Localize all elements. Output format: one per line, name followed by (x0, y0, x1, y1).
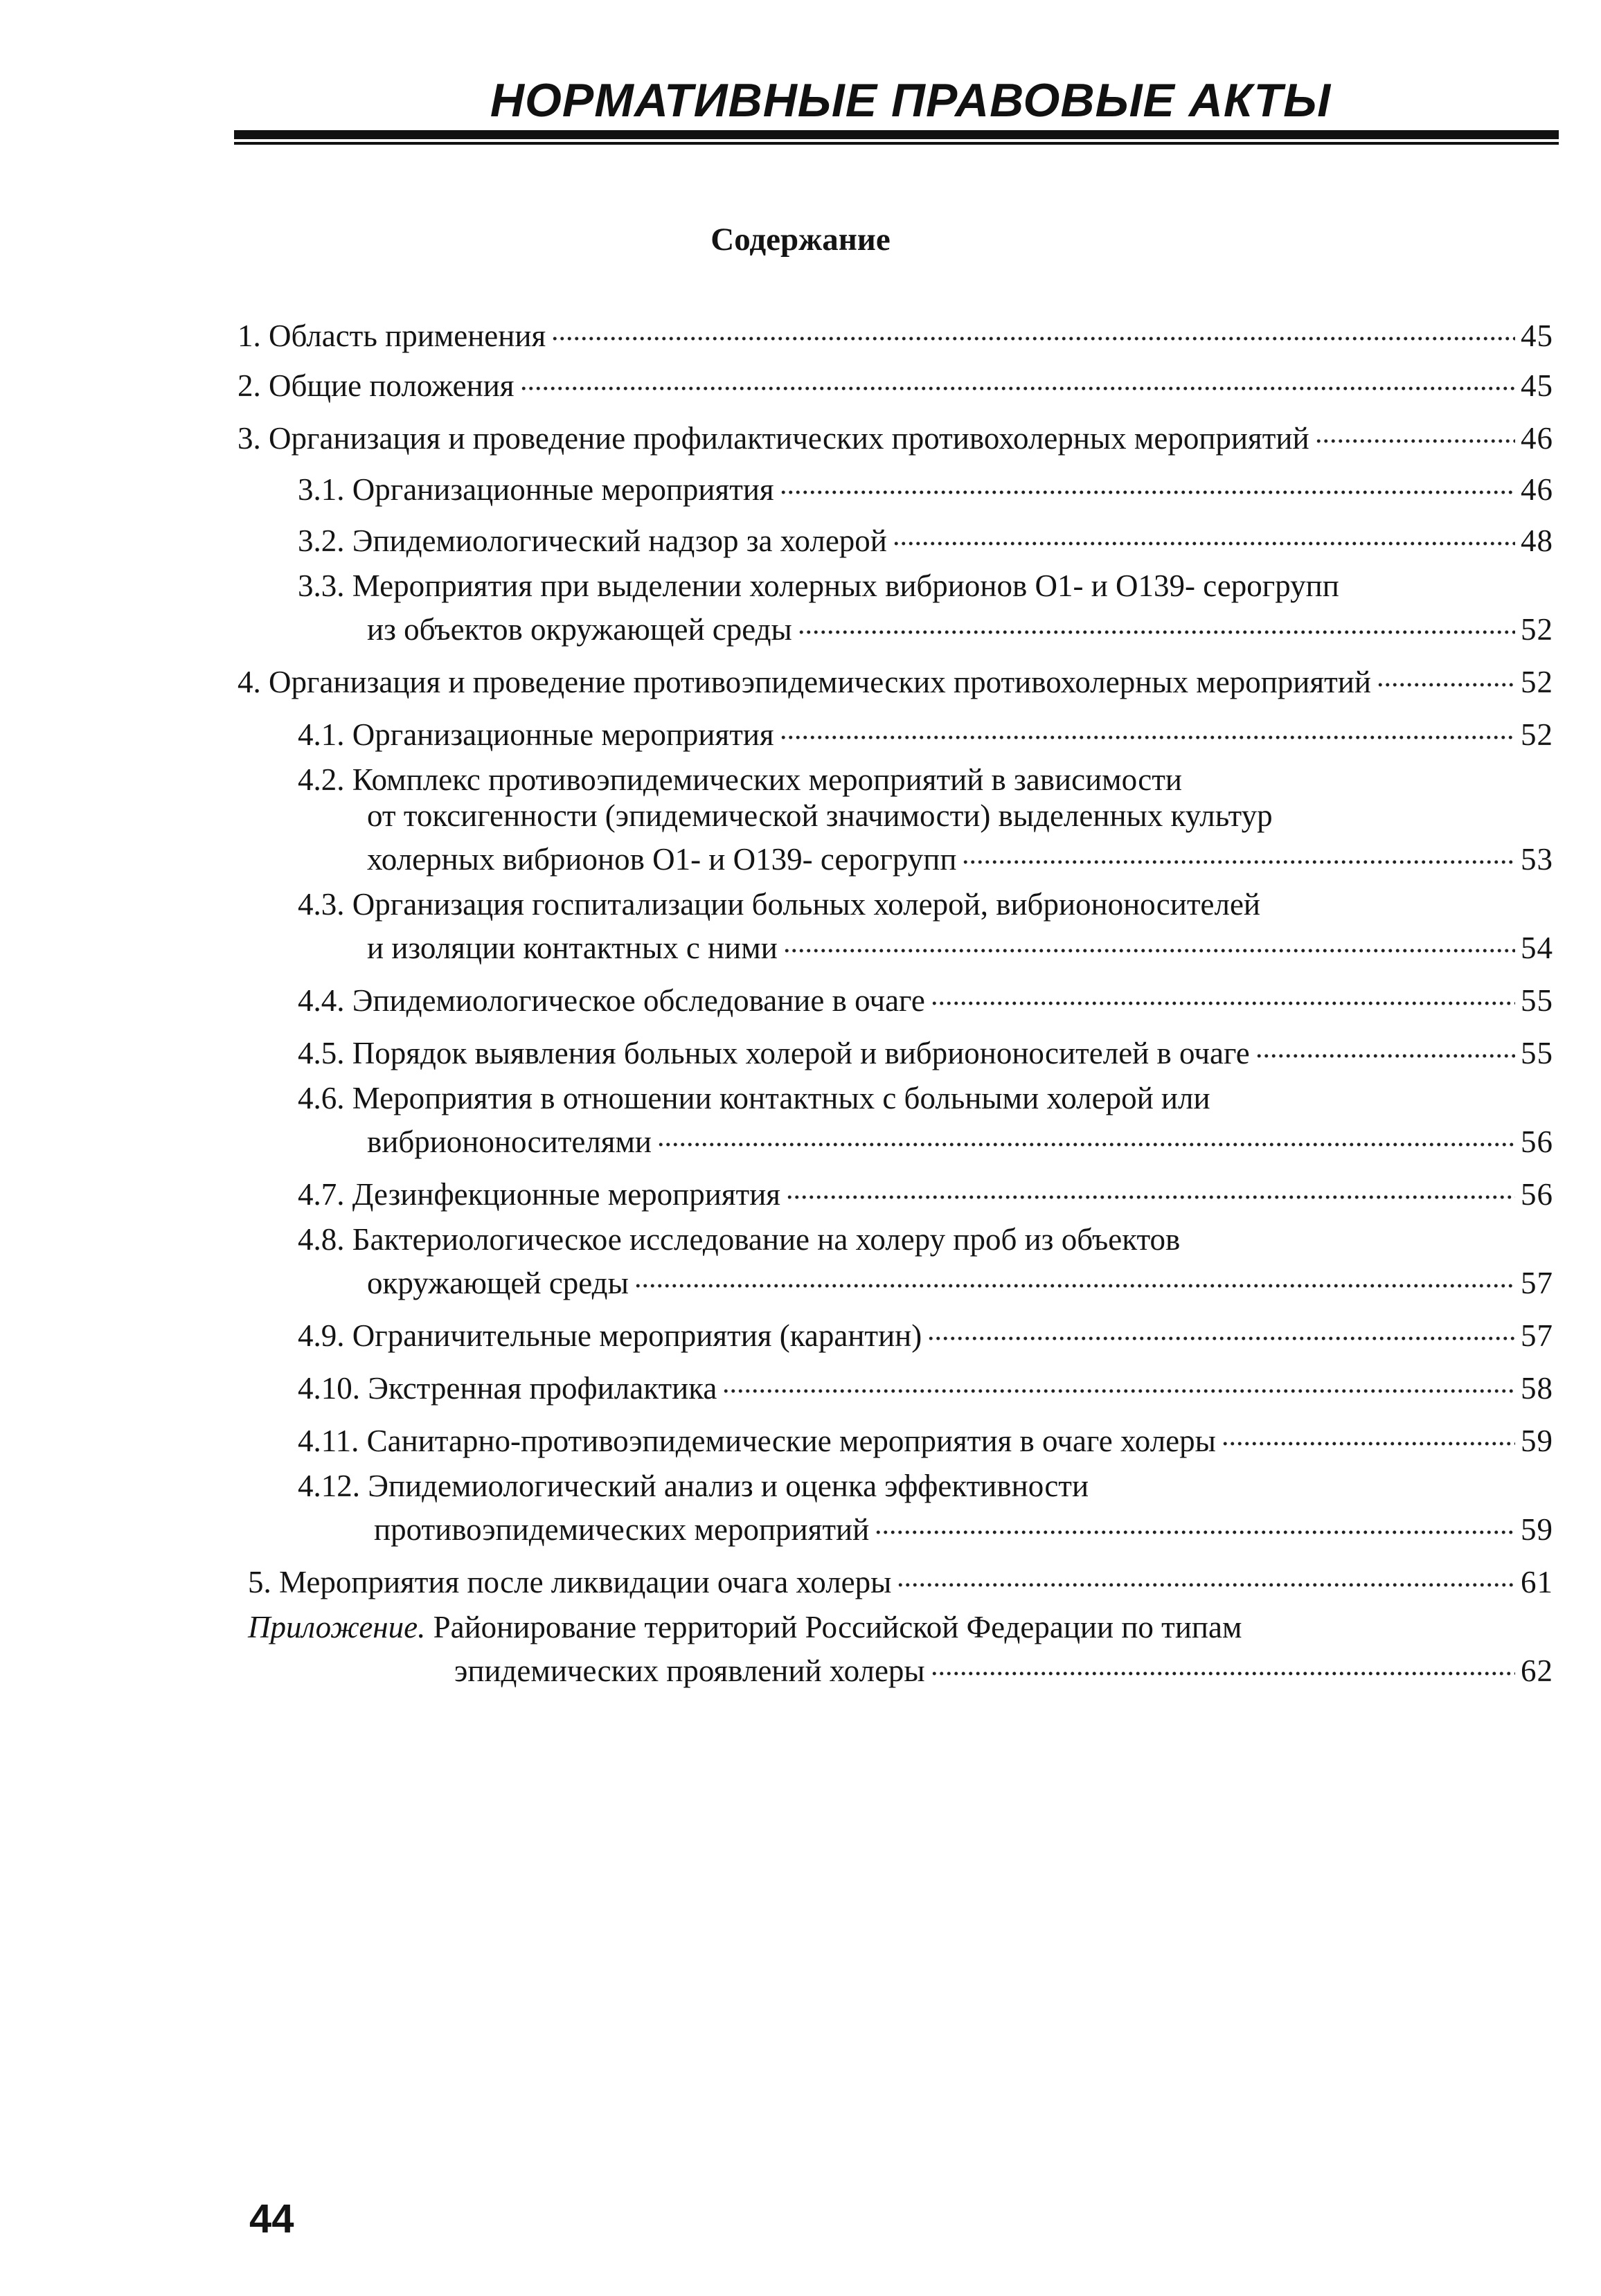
toc-entry-title: 4.11. Санитарно-противоэпидемические мероприятия в очаге холеры (298, 1424, 1216, 1458)
toc-entry-page: 59 (1521, 1424, 1553, 1458)
toc-entry-page: 59 (1521, 1512, 1553, 1547)
dot-leader (634, 1257, 1515, 1293)
toc-entry-page: 46 (1521, 472, 1553, 507)
dot-leader (798, 604, 1515, 640)
toc-entry-page: 54 (1521, 931, 1553, 965)
toc-entry-title: 3.1. Организационные мероприятия (298, 472, 774, 507)
toc-entry-4-5 (298, 1028, 1553, 1071)
toc-entry-page: 56 (1521, 1177, 1553, 1212)
toc-entry-4-10 (298, 1363, 1553, 1406)
toc-entry-page: 52 (1521, 612, 1553, 647)
toc-entry-4-4 (298, 975, 1553, 1019)
toc-entry-page: 45 (1521, 319, 1553, 353)
toc-heading: Содержание (710, 222, 891, 258)
toc-entry-4 (238, 656, 1553, 700)
toc-entry-4-11 (298, 1415, 1553, 1459)
dot-leader (931, 1645, 1515, 1681)
toc-entry-page: 45 (1521, 368, 1553, 403)
toc-entry-title: 2. Общие положения (238, 368, 515, 403)
toc-entry-title: из объектов окружающей среды (367, 612, 792, 647)
dot-leader (551, 310, 1515, 346)
toc-entry-page: 55 (1521, 1036, 1553, 1070)
dot-leader (722, 1363, 1515, 1399)
toc-entry-title: окружающей среды (367, 1266, 629, 1300)
toc-entry-page: 52 (1521, 665, 1553, 699)
toc-entry-4-3-line1: 4.3. Организация госпитализации больных холерой, вибриононосителей (298, 887, 1261, 922)
dot-leader (897, 1557, 1515, 1593)
dot-leader (786, 1169, 1515, 1205)
toc-entry-title: 3.2. Эпидемиологический надзор за холерой (298, 523, 887, 558)
toc-entry-page: 53 (1521, 842, 1553, 877)
dot-leader (780, 464, 1515, 500)
toc-entry-4-6-line1: 4.6. Мероприятия в отношении контактных с больными холерой или (298, 1081, 1210, 1115)
toc-entry-page: 55 (1521, 983, 1553, 1018)
toc-entry-3-2 (298, 515, 1553, 559)
toc-entry-5 (248, 1557, 1553, 1600)
dot-leader (780, 709, 1515, 745)
toc-entry-4-12 (374, 1504, 1553, 1548)
dot-leader (1377, 656, 1515, 692)
toc-entry-3-1 (298, 464, 1553, 508)
toc-entry-title: 5. Мероприятия после ликвидации очага холеры (248, 1565, 892, 1599)
toc-entry-4-2 (367, 834, 1553, 877)
toc-entry-title: 4. Организация и проведение противоэпидемических противохолерных мероприятий (238, 665, 1371, 699)
header-rule-thin (234, 142, 1559, 145)
dot-leader (927, 1310, 1515, 1346)
toc-entry-3-3 (367, 604, 1553, 647)
toc-appendix (454, 1645, 1553, 1689)
toc-entry-4-8 (367, 1257, 1553, 1301)
toc-entry-page: 57 (1521, 1318, 1553, 1353)
appendix-label: Приложение. (248, 1610, 426, 1644)
toc-entry-title: противоэпидемических мероприятий (374, 1512, 870, 1547)
toc-entry-title: 1. Область применения (238, 319, 546, 353)
dot-leader (520, 360, 1515, 396)
toc-entry-title: 4.7. Дезинфекционные мероприятия (298, 1177, 780, 1212)
toc-entry-title: 4.9. Ограничительные мероприятия (карантин) (298, 1318, 922, 1353)
toc-entry-4-12-line1: 4.12. Эпидемиологический анализ и оценка эффективности (298, 1469, 1089, 1503)
dot-leader (1315, 413, 1515, 449)
dot-leader (657, 1116, 1515, 1152)
toc-entry-4-2-line1: 4.2. Комплекс противоэпидемических мероприятий в зависимости (298, 762, 1182, 797)
dot-leader (893, 515, 1515, 551)
toc-entry-title: холерных вибрионов О1- и О139- серогрупп (367, 842, 957, 877)
toc-entry-title: 4.1. Организационные мероприятия (298, 717, 774, 752)
toc-entry-title: эпидемических проявлений холеры (454, 1653, 925, 1688)
toc-entry-4-6 (367, 1116, 1553, 1160)
toc-entry-title: 4.10. Экстренная профилактика (298, 1371, 717, 1406)
dot-leader (1222, 1415, 1515, 1451)
toc-entry-1 (238, 310, 1553, 354)
dot-leader (875, 1504, 1515, 1540)
dot-leader (931, 975, 1515, 1011)
toc-entry-page: 48 (1521, 523, 1553, 558)
toc-entry-3-3-line1: 3.3. Мероприятия при выделении холерных вибрионов О1- и О139- серогрупп (298, 568, 1339, 603)
toc-entry-4-2-line2: от токсигенности (эпидемической значимости) выделенных культур (367, 798, 1273, 833)
page-number: 44 (249, 2196, 294, 2241)
header-rule-thick (234, 130, 1559, 139)
toc-entry-title: 4.5. Порядок выявления больных холерой и вибриононосителей в очаге (298, 1036, 1250, 1070)
toc-entry-title: и изоляции контактных с ними (367, 931, 778, 965)
dot-leader (1255, 1028, 1515, 1064)
dot-leader (962, 834, 1515, 870)
toc-entry-4-3 (367, 922, 1553, 966)
toc-entry-page: 57 (1521, 1266, 1553, 1300)
toc-entry-4-9 (298, 1310, 1553, 1354)
toc-entry-title: 3. Организация и проведение профилактических противохолерных мероприятий (238, 421, 1309, 456)
toc-entry-4-8-line1: 4.8. Бактериологическое исследование на холеру проб из объектов (298, 1222, 1181, 1257)
toc-entry-4-1 (298, 709, 1553, 753)
running-header-title: НОРМАТИВНЫЕ ПРАВОВЫЕ АКТЫ (490, 74, 1332, 127)
appendix-title-line1: Районирование территорий Российской Федерации по типам (425, 1610, 1242, 1644)
toc-entry-2 (238, 360, 1553, 404)
toc-entry-title: 4.4. Эпидемиологическое обследование в очаге (298, 983, 925, 1018)
toc-entry-page: 61 (1521, 1565, 1553, 1599)
toc-entry-3 (238, 413, 1553, 456)
toc-entry-page: 46 (1521, 421, 1553, 456)
toc-entry-title: вибриононосителями (367, 1124, 652, 1159)
toc-entry-4-7 (298, 1169, 1553, 1212)
dot-leader (783, 922, 1515, 958)
toc-appendix-line1 (248, 1609, 1242, 1645)
toc-entry-page: 56 (1521, 1124, 1553, 1159)
toc-entry-page: 58 (1521, 1371, 1553, 1406)
toc-entry-page: 62 (1521, 1653, 1553, 1688)
toc-entry-page: 52 (1521, 717, 1553, 752)
